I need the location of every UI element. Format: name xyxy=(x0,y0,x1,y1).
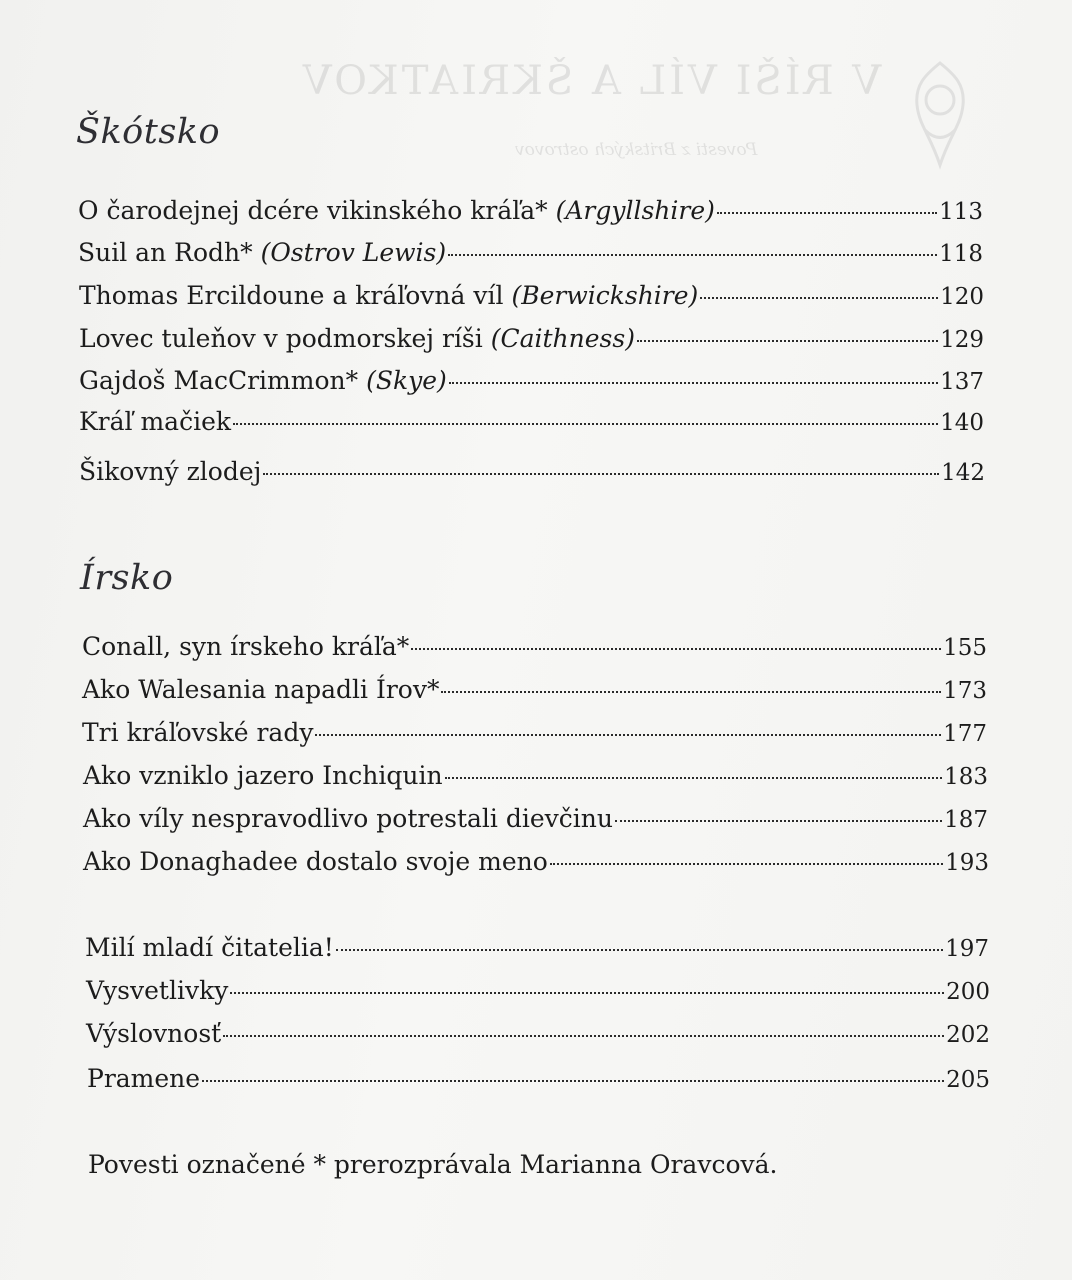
toc-entry[interactable] xyxy=(82,630,987,664)
toc-entry[interactable] xyxy=(78,236,983,270)
entry-page: 197 xyxy=(945,936,989,962)
toc-entry[interactable] xyxy=(82,673,987,707)
toc-entry[interactable] xyxy=(79,405,984,439)
show-through-title: V RÍŠI VÍL A ŠKRIATKOV xyxy=(300,58,882,104)
entry-page: 200 xyxy=(946,979,990,1005)
toc-entry[interactable] xyxy=(79,322,984,356)
leader-dots xyxy=(315,734,941,736)
footnote: Povesti označené * prerozprávala Marianna Oravcová. xyxy=(88,1150,778,1179)
entry-title: Gajdoš MacCrimmon* xyxy=(79,366,359,395)
show-through-subtitle: Povesti z Britských ostrovov xyxy=(515,140,758,160)
entry-region: (Ostrov Lewis) xyxy=(260,238,447,267)
toc-entry[interactable] xyxy=(82,716,987,750)
entry-title: Šikovný zlodej xyxy=(79,457,262,486)
toc-entry[interactable] xyxy=(87,1062,990,1096)
entry-page: 193 xyxy=(945,850,989,876)
leader-dots xyxy=(263,473,939,475)
entry-title: O čarodejnej dcére vikinského kráľa* xyxy=(78,196,548,225)
leader-dots xyxy=(700,297,938,299)
toc-entry[interactable] xyxy=(83,759,988,793)
leader-dots xyxy=(223,1035,944,1037)
entry-region: (Skye) xyxy=(366,366,447,395)
leader-dots xyxy=(550,863,943,865)
leader-dots xyxy=(445,777,943,779)
toc-entry[interactable] xyxy=(83,845,989,879)
entry-region: (Berwickshire) xyxy=(511,281,699,310)
entry-page: 137 xyxy=(940,369,984,395)
entry-title: Lovec tuleňov v podmorskej ríši xyxy=(79,324,483,353)
leader-dots xyxy=(336,949,943,951)
toc-entry[interactable] xyxy=(79,279,984,313)
toc-entry[interactable] xyxy=(85,931,989,965)
entry-title: Vysvetlivky xyxy=(86,976,229,1005)
leader-dots xyxy=(411,648,941,650)
entry-title: Thomas Ercildoune a kráľovná víl xyxy=(79,281,504,310)
entry-page: 183 xyxy=(944,764,988,790)
leader-dots xyxy=(448,254,937,256)
entry-page: 140 xyxy=(940,410,984,436)
toc-entry[interactable] xyxy=(86,1017,990,1051)
section-title-ireland: Írsko xyxy=(80,558,174,598)
entry-title: Ako víly nespravodlivo potrestali dievčinu xyxy=(83,804,613,833)
entry-title: Ako Donaghadee dostalo svoje meno xyxy=(83,847,548,876)
toc-entry[interactable] xyxy=(79,364,984,398)
entry-title: Tri kráľovské rady xyxy=(82,718,314,747)
leader-dots xyxy=(441,691,941,693)
entry-page: 142 xyxy=(941,460,985,486)
entry-page: 177 xyxy=(943,721,987,747)
entry-title: Kráľ mačiek xyxy=(79,407,232,436)
entry-title: Milí mladí čitatelia! xyxy=(85,933,334,962)
toc-entry[interactable] xyxy=(86,974,990,1008)
entry-page: 113 xyxy=(939,199,983,225)
entry-page: 187 xyxy=(944,807,988,833)
entry-title: Výslovnosť xyxy=(86,1019,222,1048)
toc-entry[interactable] xyxy=(83,802,988,836)
leader-dots xyxy=(717,212,937,214)
entry-title: Ako vzniklo jazero Inchiquin xyxy=(83,761,443,790)
show-through-emblem-icon xyxy=(895,55,985,175)
entry-title: Ako Walesania napadli Írov* xyxy=(82,675,440,704)
entry-title: Conall, syn írskeho kráľa* xyxy=(82,632,410,661)
toc-entry[interactable] xyxy=(78,194,983,228)
entry-page: 202 xyxy=(946,1022,990,1048)
entry-page: 118 xyxy=(939,241,983,267)
entry-page: 173 xyxy=(943,678,987,704)
section-title-scotland: Škótsko xyxy=(76,112,221,152)
leader-dots xyxy=(230,992,944,994)
entry-region: (Argyllshire) xyxy=(555,196,715,225)
toc-entry[interactable] xyxy=(79,455,985,489)
entry-title: Pramene xyxy=(87,1064,201,1093)
entry-page: 155 xyxy=(943,635,987,661)
entry-page: 129 xyxy=(940,327,984,353)
entry-region: (Caithness) xyxy=(490,324,635,353)
entry-title: Suil an Rodh* xyxy=(78,238,253,267)
leader-dots xyxy=(637,340,938,342)
entry-page: 120 xyxy=(940,284,984,310)
leader-dots xyxy=(449,382,938,384)
leader-dots xyxy=(615,820,942,822)
leader-dots xyxy=(202,1080,944,1082)
leader-dots xyxy=(233,423,938,425)
entry-page: 205 xyxy=(946,1067,990,1093)
